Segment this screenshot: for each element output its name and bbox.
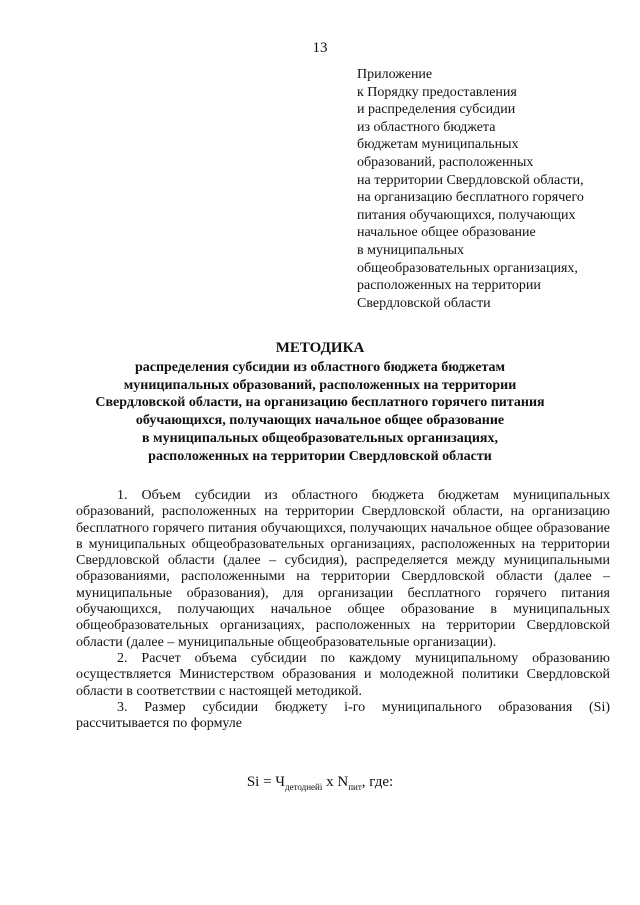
appendix-block: [357, 66, 584, 312]
appendix-line: из областного бюджета: [357, 119, 496, 135]
appendix-line: питания обучающихся, получающих: [357, 207, 576, 223]
paragraph-2: 2. Расчет объема субсидии по каждому муниципальному образованию осуществляется Министерством образования и молодежной политики Свердловской области в соответствии с настоящей методикой.: [76, 650, 610, 699]
subtitle-line: обучающихся, получающих начальное общее образование: [135, 413, 505, 429]
appendix-line: начальное общее образование: [357, 225, 536, 241]
subtitle-line: расположенных на территории Свердловской области: [148, 448, 492, 464]
paragraph-1: 1. Объем субсидии из областного бюджета бюджетам муниципальных образований, расположенных на территории Свердловской области, на организацию бесплатного горячего питания обучающихся, получающих начальное общее образование в муниципальных общеобразовательных организациях, расположенных на территории Свердловской области (далее – субсидия), распределяется между муниципальными образованиями, расположенными на территории Свердловской области (далее – муниципальные образования), для организации бесплатного горячего питания обучающихся, получающих начальное общее образование в муниципальных общеобразовательных организациях, расположенных на территории Свердловской области (далее – муниципальные общеобразовательные организации).: [76, 488, 610, 650]
subtitle-line: муниципальных образований, расположенных на территории: [123, 377, 517, 393]
subtitle-line: в муниципальных общеобразовательных организациях,: [142, 430, 498, 446]
formula: [0, 774, 640, 792]
subtitle-line: Свердловской области, на организацию бесплатного горячего питания: [95, 395, 545, 411]
appendix-line: к Порядку предоставления: [357, 84, 517, 100]
document-title: МЕТОДИКА: [275, 340, 365, 356]
page-number: 13: [312, 40, 328, 56]
appendix-line: Приложение: [357, 67, 433, 82]
appendix-line: образований, расположенных: [357, 154, 534, 170]
appendix-line: бюджетам муниципальных: [357, 137, 519, 153]
formula-tail: , где:: [361, 774, 394, 790]
subtitle-line: распределения субсидии из областного бюджета бюджетам: [134, 359, 506, 375]
appendix-line: общеобразовательных организациях,: [357, 260, 578, 276]
paragraph-3: 3. Размер субсидии бюджету i-го муниципального образования (Si) рассчитывается по формуле: [76, 699, 610, 732]
document-heading: [0, 340, 640, 466]
appendix-line: Свердловской области: [357, 295, 491, 311]
formula-mid: x N: [322, 774, 349, 790]
appendix-line: на организацию бесплатного горячего: [357, 190, 584, 206]
appendix-line: и распределения субсидии: [357, 102, 516, 118]
appendix-line: расположенных на территории: [357, 278, 541, 294]
formula-sub-nutrition: пит: [348, 782, 362, 792]
document-body: [76, 488, 610, 732]
formula-lhs: Si = Ч: [246, 774, 286, 790]
formula-sub-children-days: детоднейi: [285, 782, 323, 792]
appendix-line: на территории Свердловской области,: [357, 172, 584, 188]
appendix-line: в муниципальных: [357, 242, 465, 258]
